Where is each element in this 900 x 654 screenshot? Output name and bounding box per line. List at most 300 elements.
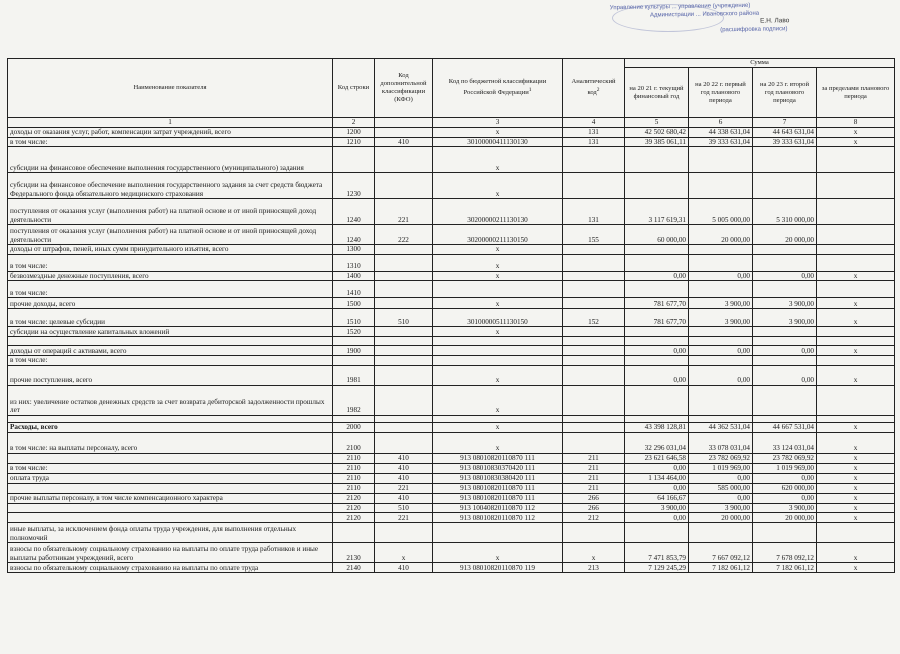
cell-name (8, 483, 333, 493)
cell-kbk-code: 913 08010830380420 111 (433, 473, 563, 483)
col-num: 8 (817, 118, 895, 128)
table-row (8, 513, 895, 523)
cell-amount-beyond: x (817, 432, 895, 453)
cell-row-code: 1410 (333, 281, 375, 298)
cell-kfo-code: 222 (375, 225, 433, 245)
cell-kbk-code: x (433, 385, 563, 415)
cell-analytic-code (563, 245, 625, 255)
cell-row-code: 2100 (333, 432, 375, 453)
header-year-3: на 20 23 г. второй год планового периода (753, 68, 817, 118)
cell-kfo-code (375, 356, 433, 366)
cell-kfo-code (375, 271, 433, 281)
cell-row-code: 1500 (333, 298, 375, 309)
cell-kbk-code (433, 281, 563, 298)
table-row (8, 128, 895, 138)
cell-kfo-code: 510 (375, 503, 433, 513)
cell-amount-year-3 (753, 281, 817, 298)
cell-row-code: 1200 (333, 128, 375, 138)
stamp-line-2: Администрации ... Ивановского района (649, 10, 760, 19)
cell-row-code (333, 147, 375, 173)
cell-analytic-code: 213 (563, 563, 625, 573)
cell-amount-year-2: 0,00 (689, 493, 753, 503)
cell-kbk-code: 30200000211130130 (433, 199, 563, 225)
cell-amount-beyond: x (817, 128, 895, 138)
cell-amount-year-1: 781 677,70 (625, 309, 689, 327)
cell-kbk-code (433, 337, 563, 346)
cell-name: прочие выплаты персоналу, в том числе компенсационного характера (8, 493, 333, 503)
table-row (8, 473, 895, 483)
cell-amount-year-1: 0,00 (625, 365, 689, 385)
header-year-2: на 20 22 г. первый год планового периода (689, 68, 753, 118)
cell-amount-year-2: 0,00 (689, 365, 753, 385)
cell-amount-year-1: 23 621 646,58 (625, 453, 689, 463)
cell-kbk-code: x (433, 365, 563, 385)
header-beyond-period: за пределами планового периода (817, 68, 895, 118)
cell-row-code: 1240 (333, 199, 375, 225)
col-num: 4 (563, 118, 625, 128)
cell-amount-year-1: 7 471 853,79 (625, 543, 689, 563)
cell-amount-year-3: 620 000,00 (753, 483, 817, 493)
table-body (8, 128, 895, 573)
cell-kbk-code (433, 523, 563, 543)
cell-amount-year-1: 42 502 680,42 (625, 128, 689, 138)
cell-row-code: 1230 (333, 173, 375, 199)
cell-amount-beyond (817, 173, 895, 199)
cell-name: Расходы, всего (8, 422, 333, 432)
cell-amount-year-1 (625, 147, 689, 173)
header-year-1: на 20 21 г. текущий финансовый год (625, 68, 689, 118)
cell-amount-year-2: 44 362 531,04 (689, 422, 753, 432)
cell-row-code (333, 523, 375, 543)
cell-kfo-code: 410 (375, 563, 433, 573)
cell-name: доходы от штрафов, пеней, иных сумм принудительного изъятия, всего (8, 245, 333, 255)
cell-amount-beyond: x (817, 493, 895, 503)
cell-amount-year-2 (689, 415, 753, 422)
cell-analytic-code: 131 (563, 137, 625, 147)
cell-analytic-code (563, 327, 625, 337)
cell-amount-beyond: x (817, 422, 895, 432)
cell-analytic-code (563, 147, 625, 173)
cell-name: в том числе: (8, 356, 333, 366)
cell-amount-beyond: x (817, 503, 895, 513)
cell-amount-year-1: 32 296 031,04 (625, 432, 689, 453)
col-num: 7 (753, 118, 817, 128)
table-row (8, 337, 895, 346)
cell-amount-beyond (817, 356, 895, 366)
cell-kfo-code (375, 365, 433, 385)
cell-kfo-code (375, 385, 433, 415)
cell-row-code: 2110 (333, 473, 375, 483)
cell-amount-year-2 (689, 327, 753, 337)
cell-kfo-code: 510 (375, 309, 433, 327)
cell-amount-year-1 (625, 356, 689, 366)
cell-amount-beyond (817, 415, 895, 422)
table-row (8, 254, 895, 271)
cell-row-code: 2120 (333, 503, 375, 513)
cell-kfo-code: 410 (375, 463, 433, 473)
cell-kfo-code: 410 (375, 473, 433, 483)
cell-kfo-code: 410 (375, 493, 433, 503)
header-analytic-code: Аналитический код$^2$ (563, 59, 625, 118)
cell-amount-year-3: 5 310 000,00 (753, 199, 817, 225)
cell-amount-year-2: 3 900,00 (689, 503, 753, 513)
cell-name: субсидии на осуществление капитальных вложений (8, 327, 333, 337)
col-num: 1 (8, 118, 333, 128)
cell-name: безвозмездные денежные поступления, всего (8, 271, 333, 281)
cell-amount-year-1: 0,00 (625, 513, 689, 523)
cell-kbk-code: 913 08010820110870 111 (433, 483, 563, 493)
cell-amount-year-2: 0,00 (689, 473, 753, 483)
table-row (8, 281, 895, 298)
cell-kbk-code: x (433, 147, 563, 173)
cell-amount-year-2 (689, 173, 753, 199)
cell-row-code (333, 415, 375, 422)
cell-amount-year-3 (753, 245, 817, 255)
cell-analytic-code (563, 422, 625, 432)
cell-amount-beyond (817, 245, 895, 255)
stamp-line-1: Управление культуры ... управление (учреждение) (609, 2, 751, 12)
cell-amount-year-3: 7 678 092,12 (753, 543, 817, 563)
cell-amount-year-3: 3 900,00 (753, 298, 817, 309)
cell-amount-beyond (817, 225, 895, 245)
cell-analytic-code: 131 (563, 199, 625, 225)
cell-analytic-code: x (563, 543, 625, 563)
cell-row-code: 2110 (333, 483, 375, 493)
cell-row-code: 2000 (333, 422, 375, 432)
cell-name: поступления от оказания услуг (выполнения работ) на платной основе и от иной приносящей доход деятельности (8, 199, 333, 225)
cell-amount-year-1: 3 117 619,31 (625, 199, 689, 225)
cell-row-code: 1210 (333, 137, 375, 147)
cell-amount-year-3 (753, 147, 817, 173)
cell-kbk-code: x (433, 327, 563, 337)
cell-amount-beyond (817, 337, 895, 346)
cell-amount-year-3: 7 182 061,12 (753, 563, 817, 573)
cell-amount-year-2: 20 000,00 (689, 513, 753, 523)
header-indicator-name: Наименование показателя (8, 59, 333, 118)
cell-amount-beyond: x (817, 298, 895, 309)
cell-amount-year-3 (753, 523, 817, 543)
cell-analytic-code: 212 (563, 513, 625, 523)
cell-amount-year-2: 585 000,00 (689, 483, 753, 493)
cell-kfo-code (375, 422, 433, 432)
cell-kfo-code (375, 245, 433, 255)
cell-name: субсидии на финансовое обеспечение выполнения государственного (муниципального) задания (8, 147, 333, 173)
approval-stamp (610, 0, 871, 38)
cell-name: доходы от операций с активами, всего (8, 346, 333, 356)
cell-analytic-code: 211 (563, 463, 625, 473)
cell-kbk-code (433, 346, 563, 356)
table-row (8, 523, 895, 543)
cell-amount-year-2: 44 338 631,04 (689, 128, 753, 138)
cell-analytic-code (563, 281, 625, 298)
cell-name: в том числе: (8, 281, 333, 298)
table-row (8, 422, 895, 432)
cell-amount-year-2: 5 005 000,00 (689, 199, 753, 225)
cell-name: прочие доходы, всего (8, 298, 333, 309)
cell-amount-year-1: 60 000,00 (625, 225, 689, 245)
table-row (8, 503, 895, 513)
cell-name: в том числе: (8, 137, 333, 147)
table-row (8, 346, 895, 356)
cell-kfo-code: 221 (375, 483, 433, 493)
cell-amount-beyond: x (817, 463, 895, 473)
cell-amount-year-2 (689, 337, 753, 346)
cell-amount-year-3: 20 000,00 (753, 513, 817, 523)
cell-row-code: 2110 (333, 463, 375, 473)
cell-name: поступления от оказания услуг (выполнения работ) на платной основе и от иной приносящей доход деятельности (8, 225, 333, 245)
cell-amount-year-1: 43 398 128,81 (625, 422, 689, 432)
column-number-row (8, 118, 895, 128)
cell-kbk-code (433, 356, 563, 366)
cell-amount-year-3 (753, 337, 817, 346)
cell-kfo-code (375, 337, 433, 346)
cell-amount-year-2: 0,00 (689, 271, 753, 281)
table-row (8, 327, 895, 337)
cell-kfo-code (375, 281, 433, 298)
cell-analytic-code: 266 (563, 493, 625, 503)
cell-amount-year-3: 23 782 069,92 (753, 453, 817, 463)
cell-amount-year-3: 3 900,00 (753, 503, 817, 513)
cell-amount-year-2 (689, 254, 753, 271)
cell-amount-year-1: 39 385 061,11 (625, 137, 689, 147)
cell-amount-year-2: 7 182 061,12 (689, 563, 753, 573)
cell-analytic-code: 131 (563, 128, 625, 138)
cell-analytic-code (563, 271, 625, 281)
cell-kbk-code: x (433, 271, 563, 281)
cell-amount-year-1: 0,00 (625, 463, 689, 473)
cell-kbk-code (433, 415, 563, 422)
cell-amount-year-1: 781 677,70 (625, 298, 689, 309)
cell-name: иные выплаты, за исключением фонда оплаты труда учреждения, для выполнения отдельных полномочий (8, 523, 333, 543)
cell-amount-beyond (817, 147, 895, 173)
cell-analytic-code (563, 298, 625, 309)
cell-name: доходы от оказания услуг, работ, компенсации затрат учреждений, всего (8, 128, 333, 138)
cell-amount-beyond (817, 199, 895, 225)
header-sum: Сумма (625, 59, 895, 68)
cell-amount-beyond: x (817, 563, 895, 573)
cell-amount-year-3: 0,00 (753, 271, 817, 281)
cell-amount-year-2 (689, 356, 753, 366)
cell-row-code: 1900 (333, 346, 375, 356)
cell-amount-beyond: x (817, 453, 895, 463)
cell-analytic-code (563, 337, 625, 346)
cell-analytic-code: 211 (563, 483, 625, 493)
cell-row-code: 1300 (333, 245, 375, 255)
stamp-line-4: (расшифровка подписи) (720, 26, 788, 34)
table-row (8, 493, 895, 503)
table-row (8, 483, 895, 493)
col-num: 6 (689, 118, 753, 128)
cell-amount-year-3 (753, 173, 817, 199)
cell-amount-beyond: x (817, 543, 895, 563)
cell-analytic-code: 211 (563, 473, 625, 483)
financial-plan-table (7, 58, 895, 573)
cell-kbk-code: 913 08010820110870 119 (433, 563, 563, 573)
cell-kbk-code: x (433, 298, 563, 309)
table-row (8, 298, 895, 309)
cell-kbk-code: x (433, 422, 563, 432)
cell-amount-year-1: 0,00 (625, 271, 689, 281)
table-row (8, 271, 895, 281)
stamp-signatory: Е.Н. Лаво (759, 17, 790, 25)
table-row (8, 225, 895, 245)
cell-name (8, 337, 333, 346)
table-row (8, 199, 895, 225)
cell-amount-beyond (817, 327, 895, 337)
cell-amount-year-1: 3 900,00 (625, 503, 689, 513)
cell-amount-year-1 (625, 327, 689, 337)
cell-kbk-code: 913 08010830370420 111 (433, 463, 563, 473)
cell-amount-year-3: 3 900,00 (753, 309, 817, 327)
cell-analytic-code (563, 432, 625, 453)
cell-amount-beyond: x (817, 513, 895, 523)
cell-analytic-code (563, 415, 625, 422)
cell-row-code: 1510 (333, 309, 375, 327)
cell-amount-year-2: 1 019 969,00 (689, 463, 753, 473)
cell-amount-beyond (817, 254, 895, 271)
cell-amount-beyond (817, 281, 895, 298)
cell-kbk-code: 913 10040820110870 112 (433, 503, 563, 513)
cell-amount-year-1 (625, 337, 689, 346)
header-row-code: Код строки (333, 59, 375, 118)
cell-kfo-code: 410 (375, 137, 433, 147)
cell-row-code: 1310 (333, 254, 375, 271)
cell-kbk-code: x (433, 543, 563, 563)
cell-amount-year-1: 7 129 245,29 (625, 563, 689, 573)
cell-amount-beyond: x (817, 483, 895, 493)
cell-amount-beyond: x (817, 365, 895, 385)
cell-kfo-code: 410 (375, 453, 433, 463)
col-num (375, 118, 433, 128)
cell-kfo-code (375, 523, 433, 543)
cell-amount-year-3 (753, 356, 817, 366)
cell-amount-year-1: 1 134 464,00 (625, 473, 689, 483)
cell-amount-year-3 (753, 327, 817, 337)
cell-amount-year-3: 33 124 031,04 (753, 432, 817, 453)
cell-amount-year-3 (753, 254, 817, 271)
cell-row-code: 2140 (333, 563, 375, 573)
cell-analytic-code (563, 385, 625, 415)
cell-amount-year-3: 0,00 (753, 346, 817, 356)
cell-amount-year-2 (689, 523, 753, 543)
cell-kfo-code (375, 254, 433, 271)
cell-row-code: 1520 (333, 327, 375, 337)
cell-row-code: 1981 (333, 365, 375, 385)
cell-kfo-code (375, 415, 433, 422)
cell-row-code (333, 356, 375, 366)
cell-amount-year-2 (689, 147, 753, 173)
table-row (8, 432, 895, 453)
cell-row-code (333, 337, 375, 346)
table-row (8, 563, 895, 573)
cell-amount-year-2 (689, 281, 753, 298)
cell-analytic-code: 266 (563, 503, 625, 513)
cell-analytic-code (563, 346, 625, 356)
cell-name: взносы по обязательному социальному страхованию на выплаты по оплате труда (8, 563, 333, 573)
cell-kbk-code: 913 08010820110870 111 (433, 493, 563, 503)
cell-kfo-code (375, 298, 433, 309)
cell-row-code: 2120 (333, 493, 375, 503)
cell-amount-year-2 (689, 245, 753, 255)
cell-amount-year-1 (625, 173, 689, 199)
cell-kbk-code: 30100000411130130 (433, 137, 563, 147)
cell-name (8, 415, 333, 422)
cell-row-code: 1982 (333, 385, 375, 415)
cell-kbk-code: x (433, 128, 563, 138)
cell-kbk-code: x (433, 245, 563, 255)
cell-amount-year-3: 0,00 (753, 493, 817, 503)
cell-name (8, 453, 333, 463)
cell-kfo-code (375, 327, 433, 337)
cell-amount-beyond: x (817, 473, 895, 483)
cell-kbk-code: x (433, 432, 563, 453)
cell-amount-year-3: 0,00 (753, 365, 817, 385)
cell-name: субсидии на финансовое обеспечение выполнения государственного задания за счет средств бюджета Федерального фонда обязательного медицинского страхования (8, 173, 333, 199)
cell-name: из них: увеличение остатков денежных средств за счет возврата дебиторской задолженности прошлых лет (8, 385, 333, 415)
cell-name: оплата труда (8, 473, 333, 483)
cell-amount-year-1 (625, 415, 689, 422)
cell-amount-year-3: 20 000,00 (753, 225, 817, 245)
cell-amount-beyond: x (817, 346, 895, 356)
cell-amount-year-2: 20 000,00 (689, 225, 753, 245)
cell-kbk-code: 30200000211130150 (433, 225, 563, 245)
cell-amount-year-2 (689, 385, 753, 415)
cell-kfo-code (375, 147, 433, 173)
header-kbk: Код по бюджетной классификации Российской Федерации$^1$ (433, 59, 563, 118)
cell-kfo-code: 221 (375, 513, 433, 523)
table-row (8, 543, 895, 563)
cell-amount-year-1: 64 166,67 (625, 493, 689, 503)
cell-amount-year-2: 0,00 (689, 346, 753, 356)
cell-amount-beyond (817, 523, 895, 543)
cell-amount-year-1 (625, 281, 689, 298)
cell-name: в том числе: (8, 463, 333, 473)
cell-amount-year-2: 7 667 092,12 (689, 543, 753, 563)
cell-amount-year-2: 3 900,00 (689, 298, 753, 309)
cell-amount-year-3 (753, 415, 817, 422)
cell-analytic-code (563, 365, 625, 385)
cell-row-code: 1240 (333, 225, 375, 245)
cell-amount-beyond: x (817, 309, 895, 327)
table-row (8, 415, 895, 422)
table-row (8, 463, 895, 473)
cell-amount-year-3: 0,00 (753, 473, 817, 483)
table-row (8, 137, 895, 147)
cell-amount-year-3: 44 643 631,04 (753, 128, 817, 138)
cell-amount-year-1 (625, 523, 689, 543)
cell-name (8, 513, 333, 523)
cell-analytic-code (563, 523, 625, 543)
cell-name (8, 503, 333, 513)
cell-name: в том числе: на выплаты персоналу, всего (8, 432, 333, 453)
cell-amount-year-2: 23 782 069,92 (689, 453, 753, 463)
cell-analytic-code: 155 (563, 225, 625, 245)
cell-row-code: 2130 (333, 543, 375, 563)
cell-row-code: 1400 (333, 271, 375, 281)
cell-amount-beyond: x (817, 271, 895, 281)
cell-amount-year-3: 39 333 631,04 (753, 137, 817, 147)
cell-row-code: 2110 (333, 453, 375, 463)
table-row (8, 245, 895, 255)
cell-kfo-code (375, 346, 433, 356)
cell-kbk-code: x (433, 254, 563, 271)
cell-amount-year-1: 0,00 (625, 346, 689, 356)
cell-name: прочие поступления, всего (8, 365, 333, 385)
col-num: 5 (625, 118, 689, 128)
cell-analytic-code (563, 356, 625, 366)
cell-kfo-code (375, 173, 433, 199)
cell-name: в том числе: целевые субсидии (8, 309, 333, 327)
